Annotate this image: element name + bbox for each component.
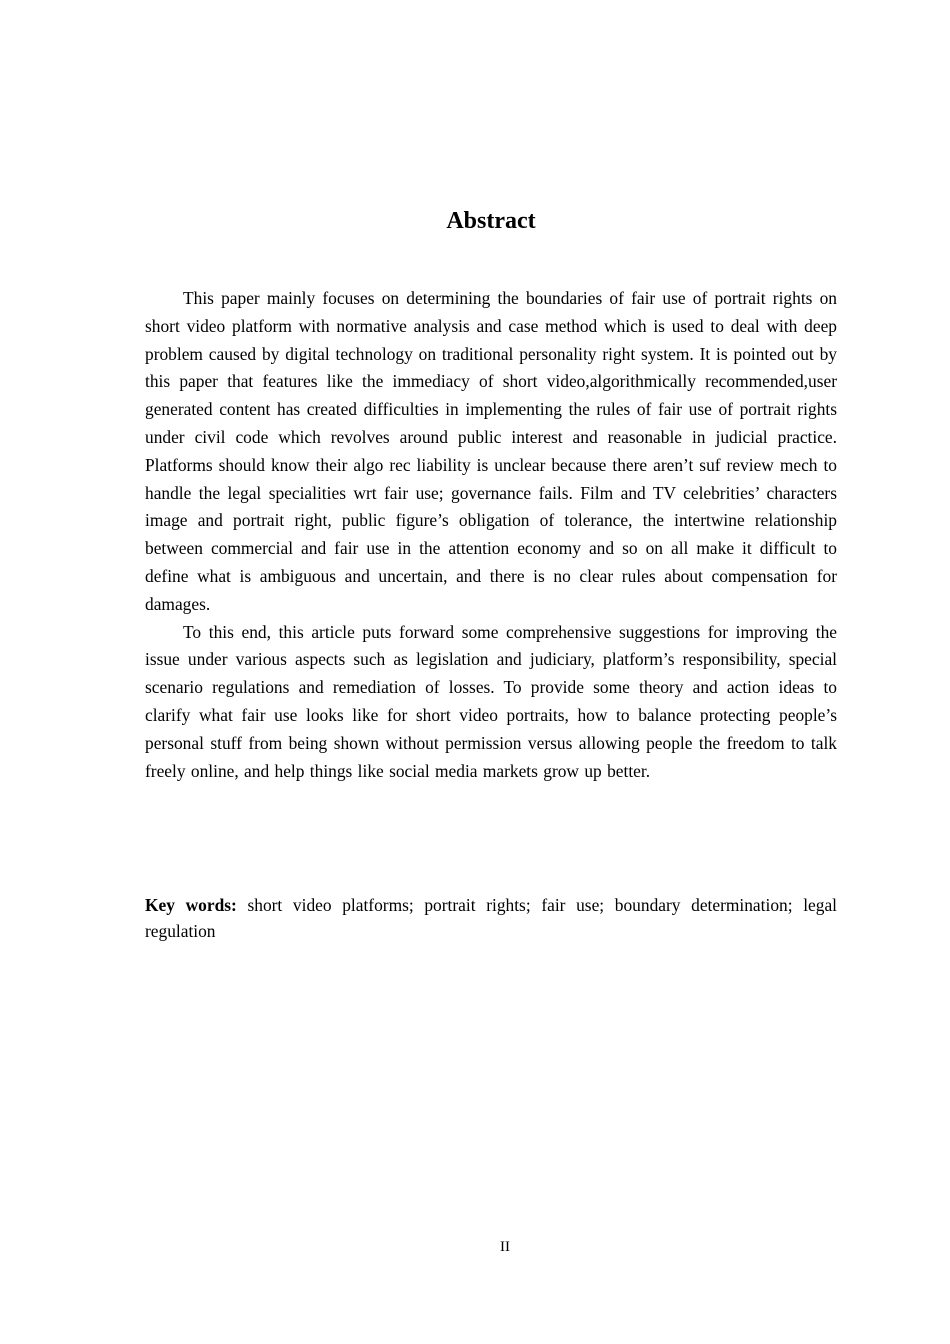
keywords-text: short video platforms; portrait rights; fair use; boundary determination; legal regulation <box>145 895 837 941</box>
abstract-body <box>145 285 837 785</box>
keywords-section <box>145 892 837 944</box>
abstract-paragraph-1: This paper mainly focuses on determining the boundaries of fair use of portrait rights on short video platform with normative analysis and case method which is used to deal with deep problem caused by digital technology on traditional personality right system. It is pointed out by this paper that features like the immediacy of short video,algorithmically recommended,user generated content has created difficulties in implementing the rules of fair use of portrait rights under civil code which revolves around public interest and reasonable in judicial practice. Platforms should know their algo rec liability is unclear because there aren’t suf review mech to handle the legal specialities wrt fair use; governance fails. Film and TV celebrities’ characters image and portrait right, public figure’s obligation of tolerance, the intertwine relationship between commercial and fair use in the attention economy and so on all make it difficult to define what is ambiguous and uncertain, and there is no clear rules about compensation for damages. <box>145 288 837 614</box>
keywords-label: Key words: <box>145 895 237 915</box>
page-title: Abstract <box>446 208 536 234</box>
page-number: II <box>500 1239 510 1255</box>
abstract-paragraph-2: To this end, this article puts forward some comprehensive suggestions for improving the issue under various aspects such as legislation and judiciary, platform’s responsibility, special scenario regulations and remediation of losses. To provide some theory and action ideas to clarify what fair use looks like for short video portraits, how to balance protecting people’s personal stuff from being shown without permission versus allowing people the freedom to talk freely online, and help things like social media markets grow up better. <box>145 621 837 781</box>
